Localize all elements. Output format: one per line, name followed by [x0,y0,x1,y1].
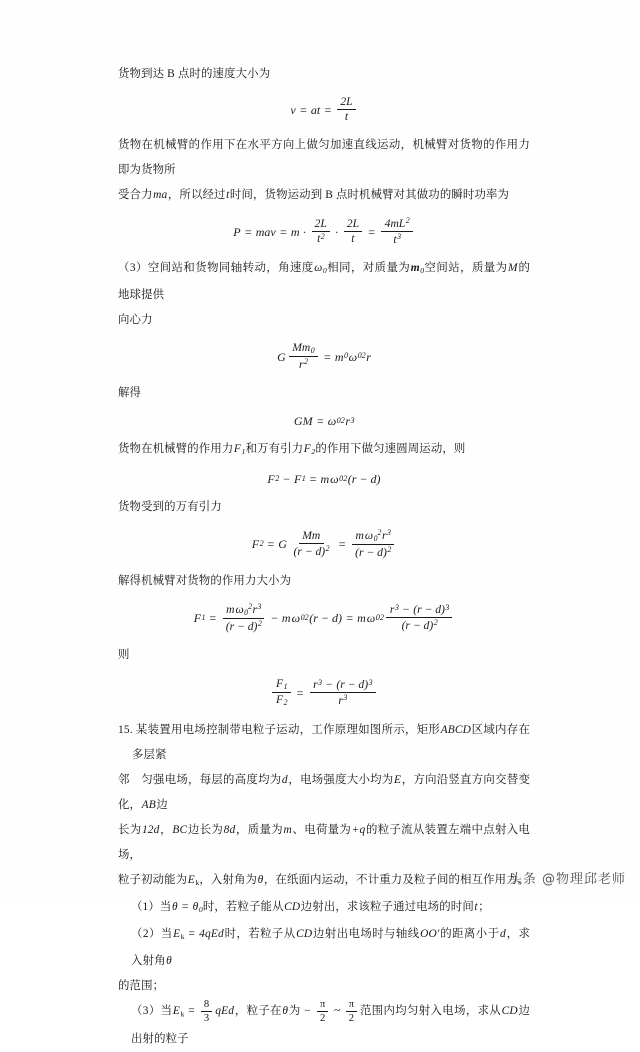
numerator [223,603,265,619]
eq-op: = [296,685,305,700]
eq-F1: F [293,472,302,487]
text: 的距离小于 [439,928,500,941]
eq-paren: (r − d) [347,472,381,487]
numerator [289,342,318,357]
question15-line1 [118,718,530,768]
eq-ratio-lhs-fraction [272,678,290,708]
text: 边射出，求该粒子通过电场的时间 [300,900,474,913]
eq-F1-lhs: F [193,610,202,625]
denominator [296,357,311,371]
eq-op: = [308,472,317,487]
inline-math-theta: θ [257,873,264,886]
numerator [381,217,413,232]
denominator: 2 [319,1013,326,1025]
equation-force-difference [118,464,530,495]
text: 货物到达 B 点时的速度大小为 [118,68,271,80]
eq-op1: = [266,537,275,552]
question15-line4 [118,868,530,895]
paragraph-velocity-intro [118,62,530,87]
paragraph-solve-arm-force [118,569,530,594]
eq-rhs-m: m [357,610,366,625]
text: 某装置用电场控制带电粒子运动，工作原理如图所示，矩形 [135,723,441,736]
text: （1）当 [131,900,172,913]
F2-subscript: 2 [275,474,280,484]
text: ，所以经过 [167,189,226,202]
inline-math-M: M [508,261,518,274]
text: ，求入射角 [131,928,530,968]
inline-math-Ek: E [187,873,195,886]
op-equals: = [187,928,196,941]
watermark-text: 头条 @物理邱老师 [508,872,626,887]
Ek-subscript: k [180,932,185,942]
text: 、电荷量为 [292,823,352,836]
num-subscript: 0 [310,346,315,356]
inline-math-F1: F [233,443,242,456]
numerator [272,678,290,693]
den-exponent: 2 [304,357,308,367]
eq-op2: = [338,537,347,552]
eq-power-op2: = [279,224,288,239]
denominator [314,232,328,246]
den-base: t [393,232,397,246]
num-m: m [355,528,364,542]
eq-F1-fraction-2 [386,604,452,632]
rhs-omega-exponent: 2 [361,351,366,361]
F1-subscript: 1 [201,612,206,622]
eq-rhs-omega: ω [366,610,376,625]
denominator [222,619,265,633]
text: 时，若粒子从 [224,928,296,941]
text: 粒子初动能为 [118,873,188,886]
numerator: π [317,999,329,1012]
inline-math-CD: CD [284,900,301,913]
num-paren-exponent: 3 [445,602,450,612]
text: （3）当 [131,1005,173,1018]
rhs-m-subscript: 0 [344,351,349,361]
text: 为 [288,1005,301,1018]
eq-op2: = [345,610,354,625]
denominator: 3 [203,1013,210,1025]
equation-GM [118,406,530,437]
eq-omega: ω [330,472,339,487]
question15-line3 [118,818,530,868]
num-omega: ω [235,602,244,616]
eq-GM-lhs: GM [293,414,313,429]
question15-sub1 [118,895,530,922]
denominator: t [344,110,349,124]
text: （2）当 [131,928,173,941]
numerator [310,679,376,694]
text: 的作用下做匀速圆周运动，则 [315,443,466,456]
inline-math-BC: BC [172,823,188,836]
omega-exponent: 2 [343,474,348,484]
inline-math-d: d [499,928,506,941]
question15-sub2-line2 [118,974,530,999]
text: 解得机械臂对货物的作用力大小为 [118,575,292,588]
rhs-omega-exponent: 2 [379,612,384,622]
den-base: (r − d) [355,545,387,559]
inline-math-theta0: θ [192,900,199,913]
paragraph-mechanical-arm [118,133,530,183]
eq-velocity-op2: = [323,102,332,117]
text: 受合力 [118,189,153,202]
equation-velocity [118,87,530,133]
text: 空间站，质量为 [424,261,508,274]
eq-velocity-fraction [337,96,355,123]
den-F: F [275,693,284,707]
eq-gravity-fraction [289,342,318,371]
eq-mid-omega: ω [291,610,301,625]
text: 的粒子流从装置左端中点射入电场， [118,823,530,861]
F2-subscript: 2 [259,539,264,549]
denominator [390,232,404,246]
eq-F2-fraction-2 [352,529,395,559]
eq-m: m [320,472,330,487]
F1-subscript: 1 [301,474,306,484]
num-r: r [389,603,395,617]
inline-math-4qEd: 4qEd [199,928,224,941]
equation-F1 [118,594,530,643]
inline-math-E: E [393,773,402,786]
text: 相同，对质量为 [326,261,411,274]
den-base: r [338,693,343,707]
text: ，电场强度大小均为 [288,773,394,786]
equation-power [118,208,530,255]
text: 解得 [118,387,142,400]
numerator [352,529,394,545]
eq-mid-m: m [281,610,291,625]
Ek-subscript: k [195,877,200,887]
F1-subscript: 1 [241,447,246,457]
inline-math-d: d [281,773,288,786]
den-exponent: 3 [397,232,401,242]
inline-math-m: m [283,823,292,836]
inline-math-OO-prime: OO′ [420,928,440,941]
den-exponent: 2 [387,545,392,555]
text: 货物在机械臂的作用下在水平方向上做匀加速直线运动，机械臂对货物的作用力即为货物所 [118,139,530,177]
den-base: (r − d) [293,544,326,558]
num-base: Mm [292,340,311,354]
num-r: r [313,678,318,692]
eq-velocity-op1: = [299,102,308,117]
paragraph-gravitation [118,495,530,520]
text: ， [160,823,172,836]
denominator [272,693,290,707]
fraction-8-over-3 [201,999,212,1024]
eq-op1: = [208,610,217,625]
equation-force-ratio [118,668,530,718]
question-number: 15. [118,723,133,736]
label-then [118,643,530,668]
text: 区域内存在多层紧 [132,723,530,761]
numerator: 2L [312,218,330,232]
inline-math-q: +q [351,823,366,836]
inline-math-CD: CD [296,928,313,941]
num-omega-subscript: 0 [373,534,378,544]
eq-GM-omega: ω [327,414,337,429]
den-base: r [299,357,304,371]
text: 邻 匀强电场，每层的高度均为 [118,773,282,786]
eq-op: = [323,349,332,364]
num-paren: (r − d) [336,678,369,692]
denominator [398,618,441,632]
num-F: F [275,676,284,690]
fraction-pi-over-2-lower [317,999,329,1024]
text: 货物受到的万有引力 [118,501,222,514]
den-exponent: 2 [320,231,325,241]
eq-F2: F [267,472,275,487]
den-exponent: 3 [343,693,348,703]
text: 的范围； [118,980,165,993]
label-solve [118,381,530,406]
inline-math-AB: AB [141,798,156,811]
mid-omega-exponent: 2 [304,612,309,622]
eq-mid-paren: (r − d) [309,610,342,625]
multiplication-dot: · [302,224,307,239]
denominator [352,545,395,559]
num-paren: (r − d) [413,603,445,617]
equation-gravity-centripetal [118,333,530,381]
numerator [299,530,324,544]
text: 的地球提供 [118,261,530,301]
eq-minus: − [282,472,291,487]
denominator [290,544,333,558]
Ek-subscript: k [180,1009,185,1019]
eq-power-mav: mav [255,224,276,239]
den-subscript: 2 [283,698,288,708]
inline-math-m0: m [410,261,420,274]
text: ； [478,900,490,913]
text: ，入射角为 [199,873,258,886]
inline-math-8d: 8d [223,823,236,836]
inline-math-Ek: E [172,1005,180,1018]
denominator: 2 [348,1013,355,1025]
num-r-exponent: 3 [386,528,391,538]
paragraph-mechanical-arm-2 [118,183,530,208]
eq-minus: − [270,610,279,625]
text: （3）空间站和货物同轴转动，角速度 [118,261,314,274]
eq-rhs-omega: ω [348,349,358,364]
text: ，质量为 [235,823,283,836]
eq-power-fraction-3 [381,217,413,245]
text: 则 [118,648,130,661]
num-r: r [252,602,258,616]
inline-math-Ek: E [173,928,181,941]
paragraph-forces [118,437,530,464]
eq-velocity-lhs: v [290,102,296,117]
text: ，在纸面内运动，不计重力及粒子间的相互作用力。 [263,873,530,886]
text: 长为 [118,823,142,836]
text: 货物在机械臂的作用力 [118,443,234,456]
inline-math-ABCD: ABCD [440,723,471,736]
text: 和万有引力 [245,443,304,456]
eq-power-op1: = [244,224,253,239]
num-exponent: 2 [405,216,410,226]
op-equals: = [181,900,190,913]
eq-F1-fraction-1 [222,603,265,633]
inline-math-theta: θ [171,900,178,913]
eq-rhs-r: r [366,349,371,364]
eq-rhs-m: m [334,349,344,364]
eq-G: G [278,537,287,552]
eq-F2-fraction-1 [290,530,333,558]
inline-math-F2: F [303,443,311,456]
rhs-omega-subscript: 0 [357,351,362,361]
den-exponent: 2 [433,618,438,628]
numerator: 2L [337,96,355,110]
text: 向心力 [118,313,153,326]
den-exponent: 2 [257,619,262,629]
num-subscript: 1 [283,682,288,691]
inline-math-omega: ω [314,261,323,274]
multiplication-dot-2: · [334,224,339,239]
eq-power-lhs: P [233,224,241,239]
text: 时，若粒子能从 [202,900,284,913]
num-r-exponent: 3 [394,602,399,612]
denominator: t [351,232,355,246]
equation-F2 [118,520,530,569]
num-paren-exponent: 3 [368,677,373,687]
num-omega: ω [364,528,374,542]
inline-math-theta: θ [282,1005,289,1018]
numerator: π [346,999,358,1012]
op-minus: − [303,1005,312,1018]
denominator [335,693,350,707]
num-omega-subscript: 0 [244,607,249,617]
inline-math-theta: θ [166,955,172,968]
question15-line2 [118,768,530,818]
text: 范围内均匀射入电场，求从 [359,1005,502,1018]
inline-math-t: t [226,189,230,202]
document-content [118,62,530,1052]
eq-power-fraction-1 [312,218,330,246]
num-omega-exponent: 2 [248,602,252,612]
den-exponent: 2 [325,544,330,554]
inline-math-ma: ma [153,189,168,202]
fraction-pi-over-2-upper [346,999,358,1024]
inline-math-12d: 12d [141,823,160,836]
eq-ratio-rhs-fraction [310,679,376,707]
den-base: t [317,232,321,246]
paragraph-question3-line1 [118,256,530,308]
eq-power-m: m [290,224,300,239]
omega-subscript: 0 [339,474,344,484]
num-minus: − [325,678,333,692]
den-base: (r − d) [401,618,434,632]
inline-math-CD: CD [501,1005,518,1018]
omega-subscript: 0 [336,416,341,426]
op-tilde: ~ [333,1005,341,1018]
num-minus: − [401,603,410,617]
eq-G: G [277,349,286,364]
text: ，方向沿竖直方向交替变化， [118,773,530,811]
r-exponent: 3 [350,416,355,426]
text: ，粒子在 [234,1005,282,1018]
inline-math-qEd: qEd [215,1005,235,1018]
omega-exponent: 2 [340,416,345,426]
text: 边射出电场时与轴线 [312,928,420,941]
theta0-subscript: 0 [198,905,203,915]
numerator: 2L [344,218,362,232]
op-equals: = [187,1005,196,1018]
eq-GM-r: r [345,414,350,429]
text: 边出射的粒子 [131,1005,530,1045]
eq-F2-lhs: F [251,537,260,552]
num-base: Mm [302,529,321,543]
den-base: (r − d) [225,619,258,633]
paragraph-question3-line2 [118,308,530,333]
num-base: 4mL [384,216,406,230]
question15-sub3 [118,999,530,1051]
text: 时间，货物运动到 B 点时机械臂对其做功的瞬时功率为 [229,189,510,202]
eq-power-op3: = [367,224,376,239]
num-m: m [226,602,235,616]
inline-math-t: t [474,900,478,913]
mid-omega-subscript: 0 [300,612,305,622]
omega-subscript: 0 [322,265,327,275]
eq-GM-op: = [316,414,325,429]
m0-subscript: 0 [420,265,425,275]
text: 边长为 [187,823,224,836]
watermark [509,868,626,887]
num-r-exponent: 3 [257,602,262,612]
question15-sub2 [118,922,530,974]
eq-velocity-mid: at [310,102,321,117]
numerator: 8 [201,999,212,1012]
text: 边 [156,798,168,811]
eq-power-fraction-2 [344,218,362,245]
num-r: r [381,528,387,542]
F2-subscript: 2 [311,447,316,457]
num-r-exponent: 3 [318,677,323,687]
num-omega-exponent: 2 [377,528,382,538]
numerator [386,604,452,619]
rhs-omega-subscript: 0 [375,612,380,622]
